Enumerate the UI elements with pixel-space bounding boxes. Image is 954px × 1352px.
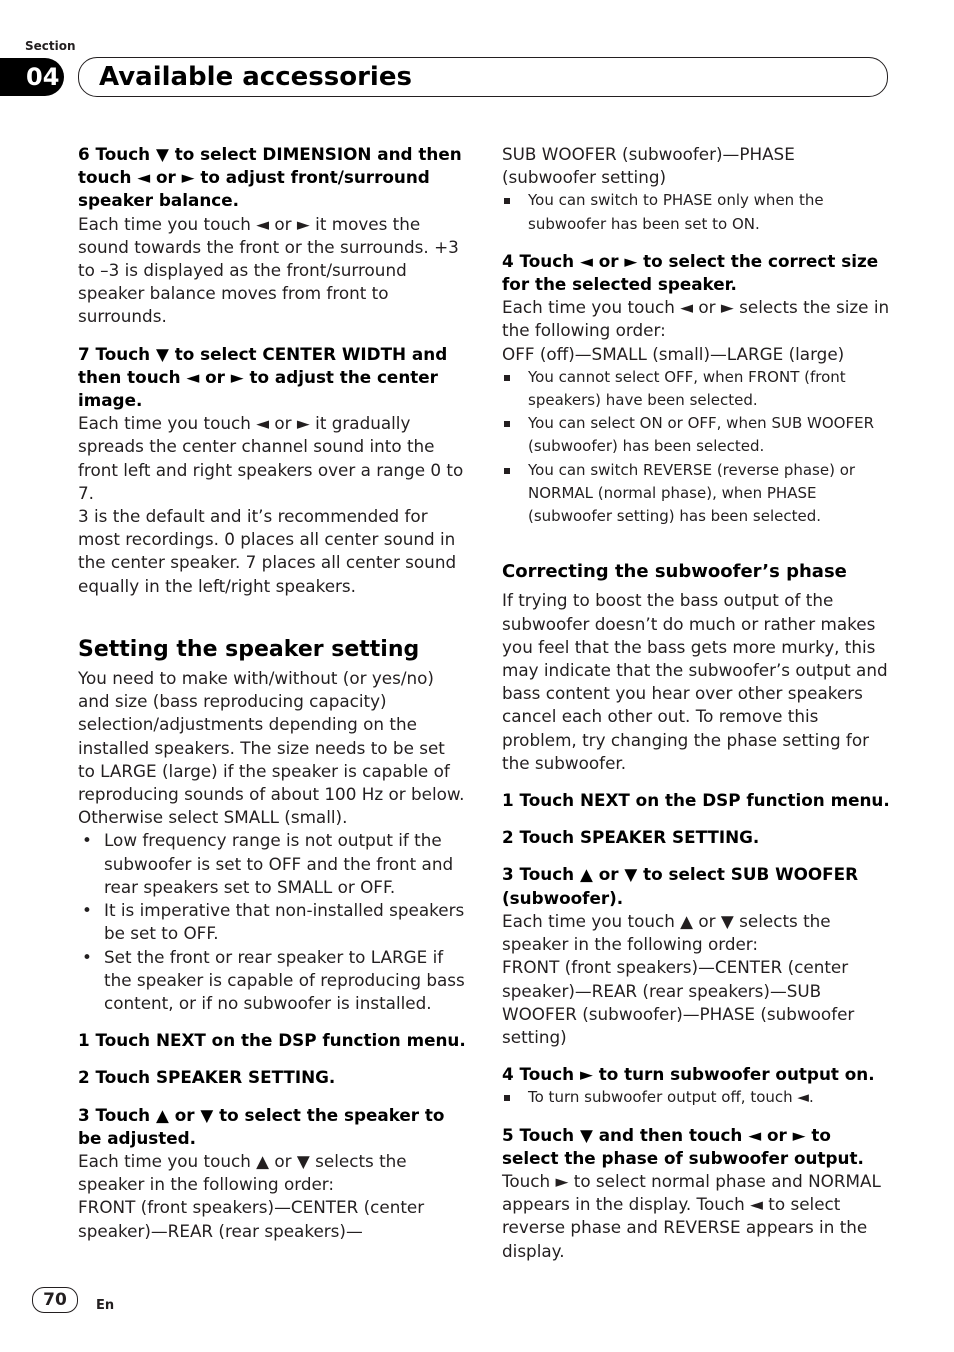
section-heading: Setting the speaker setting <box>78 636 420 662</box>
step-7: 7 Touch ▼ to select CENTER WIDTH and then touch ◄ or ► to adjust the center image. <box>78 343 448 411</box>
bullet-item: • It is imperative that non-installed speakers be set to OFF. <box>78 899 466 945</box>
bullet-item: • Set the front or rear speaker to LARGE if the speaker is capable of reproducing bass content, or if no subwoofer is installed. <box>78 946 466 1016</box>
step-3: 3 Touch ▲ or ▼ to select the speaker to be adjusted. <box>78 1104 445 1148</box>
paragraph: OFF (off)—SMALL (small)—LARGE (large) <box>502 343 845 364</box>
paragraph: If trying to boost the bass output of the subwoofer doesn’t do much or rather makes you feel that the bass gets more murky, this may indicate that the subwoofer’s output and bass content you hear over other speakers cancel each other out. To remove this problem, try changing the phase setting for the subwoofer. <box>502 590 888 773</box>
paragraph: FRONT (front speakers)—CENTER (center speaker)—REAR (rear speakers)— <box>78 1197 425 1241</box>
right-column <box>502 143 890 1263</box>
step-4: 4 Touch ◄ or ► to select the correct size for the selected speaker. <box>502 250 879 295</box>
language-label: En <box>96 1298 115 1313</box>
step-1: 1 Touch NEXT on the DSP function menu. <box>502 790 890 811</box>
step-2: 2 Touch SPEAKER SETTING. <box>502 827 760 848</box>
paragraph: Each time you touch ◄ or ► it moves the sound towards the front or the surrounds. +3 to –3 is displayed as the front/surround speaker balance moves from front to surrounds. <box>78 213 459 327</box>
section-label: Section <box>25 39 76 53</box>
bullet-item: • Low frequency range is not output if the subwoofer is set to OFF and the front and rear speakers set to SMALL or OFF. <box>78 829 466 899</box>
step-5: 5 Touch ▼ and then touch ◄ or ► to select the phase of subwoofer output. <box>502 1124 864 1168</box>
title-bar <box>78 57 888 97</box>
paragraph: Touch ► to select normal phase and NORMAL appears in the display. Touch ◄ to select reverse phase and REVERSE appears in the display. <box>502 1170 881 1261</box>
paragraph: Each time you touch ▲ or ▼ selects the speaker in the following order: <box>502 910 831 955</box>
paragraph: FRONT (front speakers)—CENTER (center speaker)—REAR (rear speakers)—SUB WOOFER (subwoofer)—PHASE (subwoofer setting) <box>502 957 855 1047</box>
paragraph: You need to make with/without (or yes/no) and size (bass reproducing capacity) selection/adjustments depending on the installed speakers. The size needs to be set to LARGE (large) if the speaker is capable of reproducing sounds of about 100 Hz or below. Otherwise select SMALL (small). <box>78 668 465 828</box>
step-2: 2 Touch SPEAKER SETTING. <box>78 1067 336 1088</box>
paragraph: SUB WOOFER (subwoofer)—PHASE (subwoofer setting) <box>502 144 795 188</box>
note-item: You can switch to PHASE only when the subwoofer has been set to ON. <box>502 189 890 235</box>
step-6: 6 Touch ▼ to select DIMENSION and then touch ◄ or ► to adjust front/surround speaker balance. <box>78 144 462 211</box>
note-item: You can select ON or OFF, when SUB WOOFER (subwoofer) has been selected. <box>502 412 890 458</box>
note-item: To turn subwoofer output off, touch ◄. <box>502 1086 890 1109</box>
page-number: 70 <box>32 1287 78 1313</box>
left-column <box>78 143 466 1243</box>
section-number-tab: 04 <box>0 58 64 96</box>
paragraph: Each time you touch ▲ or ▼ selects the speaker in the following order: <box>78 1150 407 1195</box>
paragraph: Each time you touch ◄ or ► selects the size in the following order: <box>502 297 890 341</box>
step-3: 3 Touch ▲ or ▼ to select SUB WOOFER (subwoofer). <box>502 864 859 908</box>
page-title: Available accessories <box>99 62 412 92</box>
step-4: 4 Touch ► to turn subwoofer output on. <box>502 1064 875 1085</box>
paragraph: 3 is the default and it’s recommended for most recordings. 0 places all center sound in the center speaker. 7 places all center sound equally in the left/right speakers. <box>78 506 457 596</box>
subsection-heading: Correcting the subwoofer’s phase <box>502 561 847 583</box>
note-item: You cannot select OFF, when FRONT (front speakers) have been selected. <box>502 366 890 412</box>
step-1: 1 Touch NEXT on the DSP function menu. <box>78 1030 466 1051</box>
note-item: You can switch REVERSE (reverse phase) or NORMAL (normal phase), when PHASE (subwoofer setting) has been selected. <box>502 459 890 529</box>
paragraph: Each time you touch ◄ or ► it gradually spreads the center channel sound into the front left and right speakers over a range 0 to 7. <box>78 413 464 503</box>
